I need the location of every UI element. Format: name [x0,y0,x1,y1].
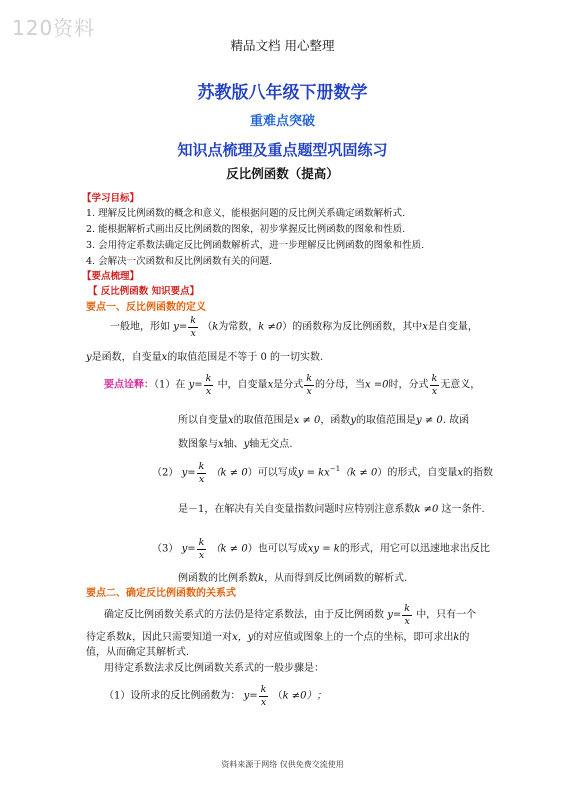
watermark: 120资料 [12,16,96,40]
note-2-line-1: （2） y= $\frac{k}{x}$ （k ≠ 0）可以写成$y = kx^{-1}(k \ne 0)$的形式，自变量x的指数 [152,461,493,485]
topic-title: 反比例函数（提高） [226,166,339,181]
note-line-3: 数图象与x轴、y轴无交点. [178,439,293,450]
point2-line-2: 待定系数k，因此只需要知道一对x，y的对应值或图象上的一个点的坐标，即可求出k的 [86,632,470,643]
doc-subtitle-2: 知识点梳理及重点题型巩固练习 [177,141,388,159]
point1-heading: 要点一、反比例函数的定义 [86,302,206,313]
page-footer: 资料来源于网络 仅供免费交流使用 [221,760,344,769]
objective-item-1: 1. 理解反比例函数的概念和意义，能根据问题的反比例关系确定函数解析式. [86,208,406,219]
point2-line-1: 确定反比例函数关系式的方法仍是待定系数法，由于反比例函数 y= $\frac{k}{x}$ 中，只有一个 [104,603,477,627]
note-3-line-2: 例函数的比例系数k，从而得到反比例函数的解析式. [178,573,408,584]
knowledge-heading: 【 反比例函数 知识要点】 [88,286,200,297]
objectives-heading: 【学习目标】 [82,193,140,204]
page-header: 精品文档 用心整理 [230,38,335,53]
note-2-line-2: 是－1，在解决有关自变量指数问题时应特别注意系数k ≠0 这一条件. [178,504,485,515]
point2-step-1: （1）设所求的反比例函数为： y= $\frac{k}{x}$ （k ≠0）； [104,684,327,708]
doc-subtitle-1: 重难点突破 [249,114,315,129]
point2-line-4: 用待定系数法求反比例函数关系式的一般步骤是： [104,663,324,674]
note-3-line-1: （3） y= $\frac{k}{x}$ （k ≠ 0）也可以写成xy = k的形式，用它可以迅速地求出反比 [152,537,490,561]
summary-heading: 【要点梳理】 [82,271,140,282]
definition-line-2: y是函数，自变量x的取值范围是不等于 0 的一切实数. [86,352,324,363]
definition-line-1: 一般地，形如 y= $\frac{k}{x}$ （k为常数，k ≠0）的函数称为反比例函数，其中x是自变量， [110,315,478,339]
note-line-2: 所以自变量x的取值范围是x ≠ 0，函数y的取值范围是y ≠ 0. 故函 [178,415,470,426]
objective-item-3: 3. 会用待定系数法确定反比例函数解析式，进一步理解反比例函数的图象和性质. [86,240,425,251]
objective-item-4: 4. 会解决一次函数和反比例函数有关的问题. [86,256,273,267]
note-line-1: 要点诠释：（1）在 y= $\frac{k}{x}$ 中，自变量x是分式 $\frac{k}{x}$ 的分母，当x =0时，分式 $\frac{k}{x}$ 无意义， [104,373,481,397]
objective-item-2: 2. 能根据解析式画出反比例函数的图象，初步掌握反比例函数的图象和性质. [86,224,406,235]
doc-title: 苏教版八年级下册数学 [197,83,368,103]
point2-line-3: 值，从而确定其解析式. [86,647,190,658]
point2-heading: 要点二、确定反比例函数的关系式 [86,588,236,599]
